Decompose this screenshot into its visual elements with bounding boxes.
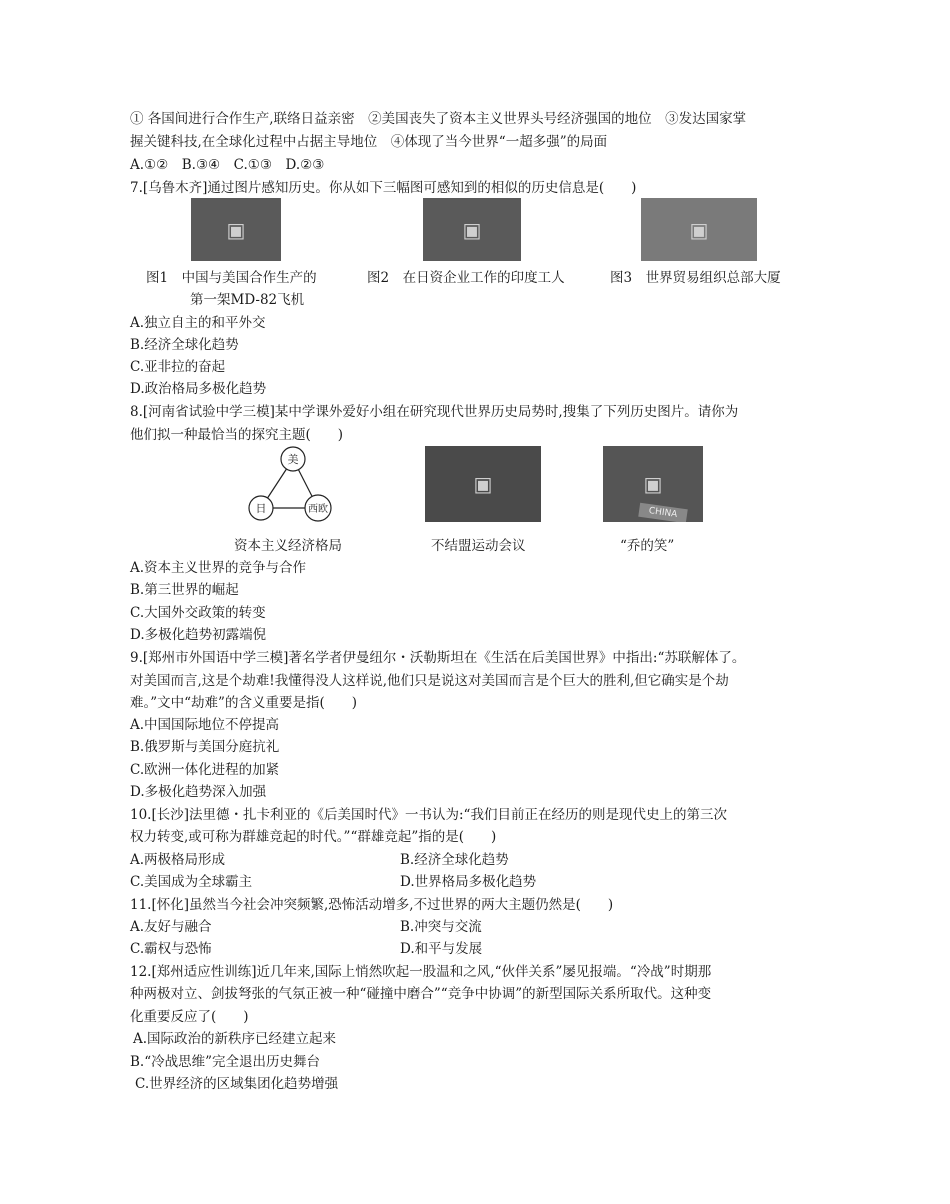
diagram-label-us: 美 xyxy=(287,453,299,466)
q11-stem: 11.[怀化]虽然当今社会冲突频繁,恐怖活动增多,不过世界的两大主题仍然是( ) xyxy=(130,897,614,913)
intro-line-2: 握关键科技,在全球化过程中占据主导地位 ④体现了当今世界“一超多强”的局面 xyxy=(130,134,608,150)
q8-caption-1: 资本主义经济格局 xyxy=(234,538,342,554)
q8-triangle-diagram xyxy=(240,446,340,526)
q9-option-c: C.欧洲一体化进程的加紧 xyxy=(130,762,280,778)
q12-stem-line-3: 化重要反应了( ) xyxy=(130,1009,249,1025)
q7-photo-indian-workers xyxy=(423,198,521,261)
photo-icon: ▣ xyxy=(473,472,493,496)
photo-icon: ▣ xyxy=(643,472,663,496)
diagram-label-west-europe: 西欧 xyxy=(308,504,328,515)
q9-option-b: B.俄罗斯与美国分庭抗礼 xyxy=(130,739,280,755)
q9-stem-line-1: 9.[郑州市外国语中学三模]著名学者伊曼纽尔・沃勒斯坦在《生活在后美国世界》中指出:“苏联解体了。 xyxy=(130,650,746,666)
q9-stem-line-2: 对美国而言,这是个劫难!我懂得没人这样说,他们只是说这对美国而言是个巨大的胜利,但它确实是个劫 xyxy=(130,673,729,689)
q8-caption-3: “乔的笑” xyxy=(620,538,675,554)
q10-option-d: D.世界格局多极化趋势 xyxy=(400,874,537,890)
q10-stem-line-2: 权力转变,或可称为群雄竞起的时代。”“群雄竞起”指的是( ) xyxy=(130,829,497,845)
intro-line-1: ① 各国间进行合作生产,联络日益亲密 ②美国丧失了资本主义世界头号经济强国的地位 ③发达国家掌 xyxy=(130,111,747,127)
photo-icon: ▣ xyxy=(689,217,709,242)
q11-option-b: B.冲突与交流 xyxy=(400,919,482,935)
q12-stem-line-2: 种两极对立、剑拔弩张的气氛正被一种“碰撞中磨合”“竞争中协调”的新型国际关系所取代。这种变 xyxy=(130,986,712,1002)
q8-option-a: A.资本主义世界的竞争与合作 xyxy=(130,560,307,576)
q8-photo-qiao-laugh xyxy=(603,446,703,522)
q12-option-c: C.世界经济的区域集团化趋势增强 xyxy=(135,1076,339,1092)
china-sign: CHINA xyxy=(638,503,687,522)
q8-photo-non-aligned-conference xyxy=(425,446,541,522)
q7-option-d: D.政治格局多极化趋势 xyxy=(130,381,267,397)
q8-stem-line-1: 8.[河南省试验中学三模]某中学课外爱好小组在研究现代世界历史局势时,搜集了下列历史图片。请你为 xyxy=(130,404,739,420)
q6-options: A.①② B.③④ C.①③ D.②③ xyxy=(130,157,325,173)
q7-caption-2: 图2 在日资企业工作的印度工人 xyxy=(367,270,565,286)
q11-option-c: C.霸权与恐怖 xyxy=(130,941,212,957)
q8-option-b: B.第三世界的崛起 xyxy=(130,582,239,598)
q12-option-b: B.“冷战思维”完全退出历史舞台 xyxy=(130,1054,321,1070)
q10-option-b: B.经济全球化趋势 xyxy=(400,852,509,868)
q7-photo-wto-building xyxy=(641,198,757,261)
q8-caption-2: 不结盟运动会议 xyxy=(431,538,526,554)
q7-option-a: A.独立自主的和平外交 xyxy=(130,315,266,331)
q7-photo-airplane xyxy=(191,198,281,261)
q7-option-c: C.亚非拉的奋起 xyxy=(130,359,226,375)
q8-stem-line-2: 他们拟一种最恰当的探究主题( ) xyxy=(130,427,344,443)
q9-stem-line-3: 难。”文中“劫难”的含义重要是指( ) xyxy=(130,695,357,711)
q10-option-a: A.两极格局形成 xyxy=(130,852,226,868)
q12-stem-line-1: 12.[郑州适应性训练]近几年来,国际上悄然吹起一股温和之风,“伙伴关系”屡见报端。“冷战”时期那 xyxy=(130,964,712,980)
diagram-label-japan: 日 xyxy=(255,502,267,515)
q8-option-d: D.多极化趋势初露端倪 xyxy=(130,627,267,643)
q11-option-a: A.友好与融合 xyxy=(130,919,212,935)
q8-option-c: C.大国外交政策的转变 xyxy=(130,605,266,621)
q9-option-d: D.多极化趋势深入加强 xyxy=(130,784,267,800)
photo-icon: ▣ xyxy=(226,217,246,242)
q12-option-a: A.国际政治的新秩序已经建立起来 xyxy=(133,1031,337,1047)
photo-icon: ▣ xyxy=(462,217,482,242)
q7-caption-1-line2: 第一架MD-82飞机 xyxy=(190,292,305,308)
q10-option-c: C.美国成为全球霸主 xyxy=(130,874,253,890)
q10-stem-line-1: 10.[长沙]法里德・扎卡利亚的《后美国时代》一书认为:“我们目前正在经历的则是现代史上的第三次 xyxy=(130,807,727,823)
q7-caption-3: 图3 世界贸易组织总部大厦 xyxy=(610,270,781,286)
q11-option-d: D.和平与发展 xyxy=(400,941,483,957)
q7-option-b: B.经济全球化趋势 xyxy=(130,337,239,353)
q7-caption-1: 图1 中国与美国合作生产的 xyxy=(146,270,317,286)
q9-option-a: A.中国国际地位不停提高 xyxy=(130,717,280,733)
q7-stem: 7.[乌鲁木齐]通过图片感知历史。你从如下三幅图可感知到的相似的历史信息是( ) xyxy=(130,180,637,196)
